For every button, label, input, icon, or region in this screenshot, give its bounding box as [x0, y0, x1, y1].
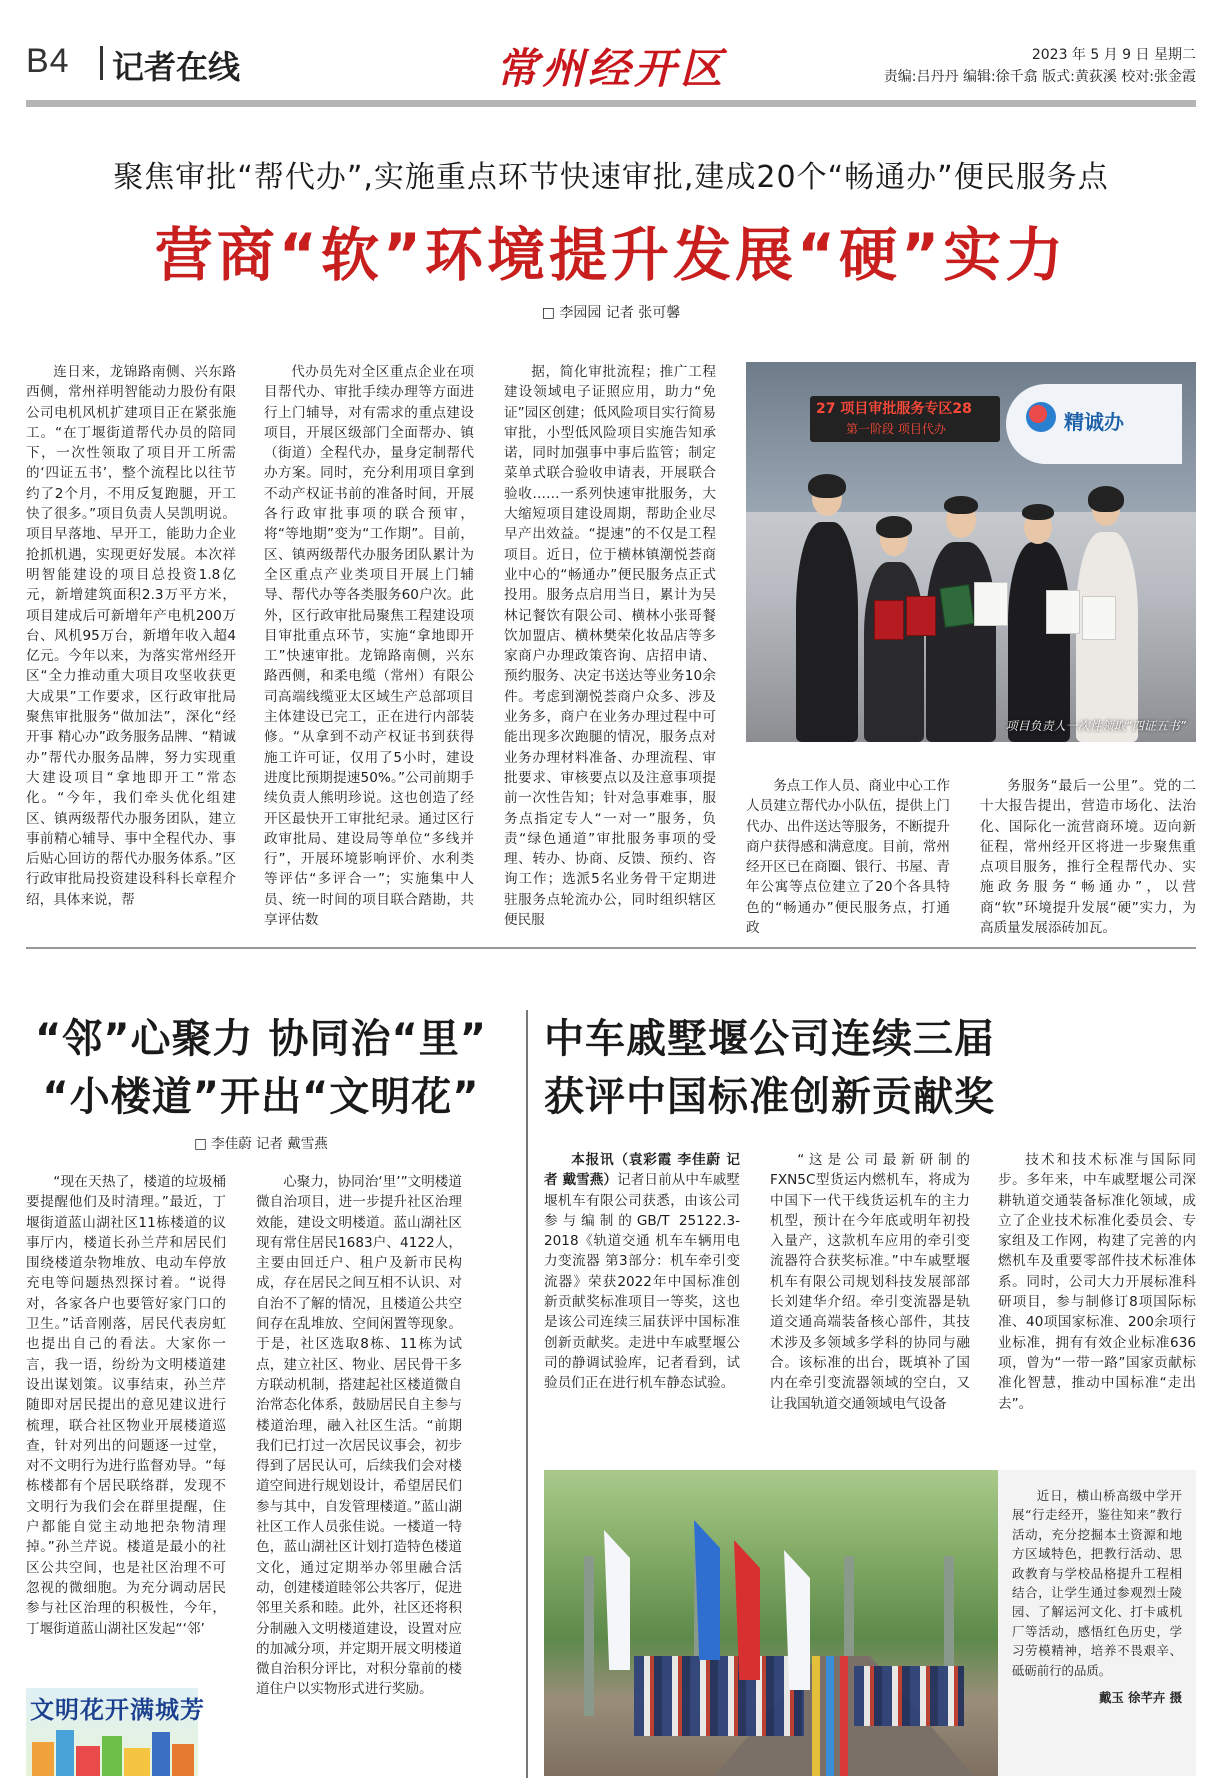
- story2-headline-line1: “邻”心聚力 协同治“里”: [34, 1016, 488, 1062]
- story3-headline-line1: 中车戚墅堰公司连续三届: [544, 1016, 995, 1062]
- lead-photo: [746, 362, 1196, 742]
- school-photo-caption-box: [998, 1470, 1196, 1776]
- story3-column-3: [998, 1150, 1196, 1450]
- story2-column-2-text: 心聚力，协同治‘里’”文明楼道微自治项目，进一步提升社区治理效能，建设文明楼道。蓝山湖社区现有常住居民1683户、4122人，主要由回迁户、租户及新市民构成，存在居民之间互相不认识、对自治不了解的情况，且楼道公共空间存在乱堆放、空间闲置等现象。于是，社区选取8栋、11栋为试点，建立社区、物业、居民骨干多方联动机制，搭建起社区楼道微自治常态化体系，鼓励居民自主参与楼道治理，融入社区生活。“前期我们已打过一次居民议事会，初步得到了居民认可，后续我们会对楼道空间进行规划设计，希望居民们参与其中，自发管理楼道。”蓝山湖社区工作人员张佳说。一楼道一特色，蓝山湖社区计划打造特色楼道文化，通过定期举办邻里融合活动，创建楼道睦邻公共客厅，促进邻里关系和睦。此外，社区还将积分制融入文明楼道建设，设置对应的加减分项，并定期开展文明楼道微自治积分评比，对积分靠前的楼道住户以实物形式进行奖励。: [256, 1174, 462, 1698]
- story2-column-2: [256, 1172, 462, 1776]
- logo-building-icon: [102, 1736, 122, 1776]
- tree-trunk: [584, 1556, 594, 1716]
- certificate-red: [874, 600, 904, 640]
- page-number: B4: [26, 42, 70, 80]
- lead-column-3: [504, 362, 716, 927]
- person-figure: [926, 542, 996, 742]
- lead-column-1: [26, 362, 236, 927]
- lead-column-2: [264, 362, 474, 927]
- section-divider: [26, 947, 1196, 949]
- story3-headline: [544, 1010, 1196, 1126]
- logo-building-icon: [76, 1746, 100, 1776]
- lane-stripe: [840, 1656, 848, 1776]
- lead-column-5: [980, 776, 1196, 937]
- led-sign-line1: 27 项目审批服务专区28: [816, 401, 972, 417]
- masthead: [26, 26, 1196, 106]
- story3-headline-line2: 获评中国标准创新贡献奖: [544, 1074, 995, 1120]
- masthead-rule: [26, 100, 1196, 107]
- logo-building-icon: [56, 1730, 74, 1776]
- lane-stripe: [826, 1656, 834, 1776]
- logo-building-icon: [172, 1744, 194, 1776]
- document-sheet: [1082, 596, 1116, 640]
- document-sheet: [1046, 590, 1080, 634]
- civic-campaign-logo-text: 文明花开满城芳: [30, 1695, 205, 1724]
- lead-column-4-text: 务点工作人员、商业中心工作人员建立帮代办小队伍，提供上门代办、出件送达等服务，不断提升商户获得感和满意度。目前，常州经开区已在商圈、银行、书屋、青年公寓等点位建立了20个各具特色的“畅通办”便民服务点，打通政: [746, 778, 950, 937]
- lead-column-1-text: 连日来，龙锦路南侧、兴东路西侧，常州祥明智能动力股份有限公司电机风机扩建项目正在紧张施工。“在丁堰街道帮代办员的陪同下，一次性领取了项目开工所需的‘四证五书’，整个流程比以往节约了2个月，不用反复跑腿，开工快了很多。”项目负责人吴凯明说。项目早落地、早开工，能助力企业抢抓机遇，实现更好发展。本次祥明智能建设的项目总投资1.8亿元，新增建筑面积2.3万平方米，项目建成后可新增年产电机200万台、风机95万台，新增年收入超4亿元。今年以来，为落实常州经开区“全力推动重大项目攻坚收获更大成果”工作要求，区行政审批局聚焦审批服务“做加法”，深化“经开事 精心办”政务服务品牌、“精诚办”帮代办服务品牌，努力实现重大建设项目“拿地即开工”常态化。“今年，我们牵头优化组建区、镇两级帮代办服务团队，建立事前精心辅导、事中全程代办、事后贴心回访的帮代办服务体系。”区行政审批局投资建设科科长章程介绍，具体来说，帮: [26, 364, 236, 908]
- story2-headline-line2: “小楼道”开出“文明花”: [42, 1074, 480, 1120]
- student-crowd: [854, 1666, 964, 1726]
- issue-date: 2023 年 5 月 9 日 星期二: [1031, 47, 1196, 63]
- logo-building-icon: [152, 1732, 170, 1776]
- person-hair: [1022, 504, 1054, 520]
- story3-column-2-text: “这是公司最新研制的FXN5C型货运内燃机车，将成为中国下一代干线货运机车的主力机型，预计在今年底或明年初投入量产，这款机车应用的牵引变流器符合获奖标准。”中车戚墅堰机车有限公司规划科技发展部部长刘建华介绍。牵引变流器是轨道交通高端装备核心部件，其技术涉及多领域多学科的协同与融合。该标准的出台，既填补了国内在牵引变流器领域的空白，又让我国轨道交通领域电气设备: [770, 1152, 970, 1412]
- editor-credits: 责编:吕丹丹 编辑:徐千翕 版式:黄荻溪 校对:张金霞: [883, 69, 1196, 85]
- photo-credit: 戴玉 徐芊卉 摄: [1099, 1690, 1182, 1706]
- person-hair: [808, 474, 846, 498]
- led-sign-line2: 第一阶段 项目代办: [846, 422, 946, 436]
- lead-column-3-text: 据，简化审批流程；推广工程建设领域电子证照应用，助力“免证”园区创建；低风险项目实行简易审批，小型低风险项目实施告知承诺，同时加强事中事后监管；制定菜单式联合验收申请表，开展联合验收……一系列快速审批服务，大大缩短项目建设周期，帮助企业尽早产出效益。“提速”的不仅是工程项目。近日，位于横林镇潮悦荟商业中心的“畅通办”便民服务点正式投用。服务点启用当日，累计为吴林记餐饮有限公司、横林小张哥餐饮加盟店、横林樊荣化妆品店等多家商户办理政策咨询、店招申请、预约服务、决定书送达等业务10余件。考虑到潮悦荟商户众多、涉及业务多，商户在业务办理过程中可能出现多次跑腿的情况，服务点对业务办理材料准备、办理流程、审批要求、审核要点以及注意事项提前一次性告知；针对急事难事，服务点指定专人“一对一”服务，负责“绿色通道”审批服务事项的受理、转办、协商、反馈、预约、咨询工作；选派5名业务骨干定期进驻服务点轮流办公，同时组织辖区便民服: [504, 364, 716, 929]
- person-hair: [876, 516, 912, 538]
- story2-headline: [26, 1010, 496, 1126]
- person-hair: [1088, 486, 1124, 512]
- lane-stripe: [812, 1656, 820, 1776]
- story2-byline: □ 李佳蔚 记者 戴雪燕: [194, 1136, 328, 1152]
- student-crowd: [634, 1656, 804, 1736]
- person-figure: [864, 562, 924, 742]
- section-title: 记者在线: [112, 48, 241, 86]
- logo-building-icon: [32, 1742, 54, 1776]
- flag-banner: [604, 1530, 630, 1670]
- lead-column-2-text: 代办员先对全区重点企业在项目帮代办、审批手续办理等方面进行上门辅导，对有需求的重点建设项目，开展区级部门全面帮办、镇（街道）全程代办，量身定制帮代办方案。同时，充分利用项目拿到不动产权证书前的准备时间，开展各行政审批事项的联合预审，将“等地期”变为“工作期”。目前，区、镇两级帮代办服务团队累计为全区重点产业类项目开展上门辅导、帮代办等各类服务60户次。此外，区行政审批局聚焦工程建设项目审批重点环节，实施“拿地即开工”快速审批。龙锦路南侧，兴东路西侧，和柔电缆（常州）有限公司高端线缆亚太区域生产总部项目主体建设已完工，正在进行内部装修。“从拿到不动产权证书到获得施工许可证，仅用了5小时，建设进度比预期提速50%。”公司前期手续负责人熊明珍说。这也创造了经开区最快开工审批纪录。通过区行政审批局、建设局等单位“多线并行”，开展环境影响评价、水利类等评估“多评合一”；实施集中人员、统一时间的项目联合踏勘，共享评估数: [264, 364, 474, 929]
- lead-photo-caption: 项目负责人一次性领取“四证五书”: [1005, 719, 1186, 733]
- service-logo-text: 精诚办: [1064, 410, 1124, 434]
- story2-column-1: [26, 1172, 226, 1682]
- certificate-green: [939, 584, 974, 628]
- column-divider: [526, 1010, 528, 1778]
- lead-subhead: 聚焦审批“帮代办”,实施重点环节快速审批,建成20个“畅通办”便民服务点: [113, 160, 1109, 195]
- story3-column-1: [544, 1150, 740, 1450]
- person-figure: [1008, 542, 1070, 742]
- person-figure: [796, 522, 858, 742]
- logo-building-icon: [124, 1748, 150, 1776]
- service-logo-icon: [1026, 402, 1056, 432]
- lead-column-5-text: 务服务“最后一公里”。党的二十大报告提出，营造市场化、法治化、国际化一流营商环境。迈向新征程，常州经开区将进一步聚焦重点项目服务，推行全程帮代办、实施政务服务“畅通办”，以营商“软”环境提升发展“硬”实力，为高质量发展添砖加瓦。: [980, 778, 1196, 937]
- lead-byline: □ 李园园 记者 张可馨: [541, 305, 681, 321]
- story3-column-3-text: 技术和技术标准与国际同步。多年来，中车戚墅堰公司深耕轨道交通装备标准化领域，成立了企业技术标准化委员会、专家组及工作网，构建了完善的内燃机车及重要零部件技术标准体系。同时，公司大力开展标准科研项目，参与制修订8项国际标准、40项国家标准、200余项行业标准，拥有有效企业标准636项，曾为“一带一路”国家贡献标准化智慧，推动中国标准“走出去”。: [998, 1152, 1196, 1412]
- certificate-red: [906, 596, 936, 636]
- school-activity-photo: [544, 1470, 998, 1776]
- lead-headline: 营商“软”环境提升发展“硬”实力: [154, 221, 1068, 289]
- story2-column-1-text: “现在天热了，楼道的垃圾桶要提醒他们及时清理。”最近，丁堰街道蓝山湖社区11栋楼道的议事厅内，楼道长孙兰芹和居民们围绕楼道杂物堆放、电动车停放充电等问题热烈探讨着。“说得对，各家各户也要管好家门口的卫生。”话音刚落，居民代表房虹也提出自己的看法。大家你一言，我一语，纷纷为文明楼道建设出谋划策。议事结束，孙兰芹随即对居民提出的意见建议进行梳理，联合社区物业开展楼道巡查，针对列出的问题逐一过堂，对不文明行为进行监督劝导。“每栋楼都有个居民联络群，发现不文明行为我们会在群里提醒，住户都能自觉主动地把杂物清理掉。”孙兰芹说。楼道是最小的社区公共空间，也是社区治理不可忽视的微细胞。为充分调动居民参与社区治理的积极性，今年，丁堰街道蓝山湖社区发起“‘邻’: [26, 1174, 226, 1637]
- newspaper-name: 常州经开区: [496, 44, 727, 93]
- document-sheet: [974, 582, 1008, 626]
- lead-column-4: [746, 776, 950, 937]
- civic-campaign-logo: [26, 1688, 205, 1776]
- story3-column-2: [770, 1150, 970, 1450]
- person-hair: [944, 496, 978, 514]
- masthead-divider: [100, 46, 103, 80]
- story3-dateline: 本报讯（袁彩霞 李佳蔚 记者 戴雪燕）: [544, 1152, 740, 1189]
- story3-column-1-text: 记者日前从中车戚墅堰机车有限公司获悉，由该公司参与编制的GB/T 25122.3-2018《轨道交通 机车车辆用电力变流器 第3部分：机车牵引变流器》荣获2022年中国标准创新贡献奖标准项目一等奖，这也是该公司连续三届获评中国标准创新贡献奖。走进中车戚墅堰公司的静调试验库，记者看到，试验员们正在进行机车静态试验。: [544, 1172, 740, 1392]
- school-photo-caption: 近日，横山桥高级中学开展“行走经开，鉴往知来”教行活动，充分挖掘本土资源和地方区域特色，把教行活动、思政教育与学校品格提升工程相结合，让学生通过参观烈士陵园、了解运河文化、打卡戚机厂等活动，感悟红色历史，学习劳模精神，培养不畏艰辛、砥砺前行的品质。: [1012, 1488, 1182, 1678]
